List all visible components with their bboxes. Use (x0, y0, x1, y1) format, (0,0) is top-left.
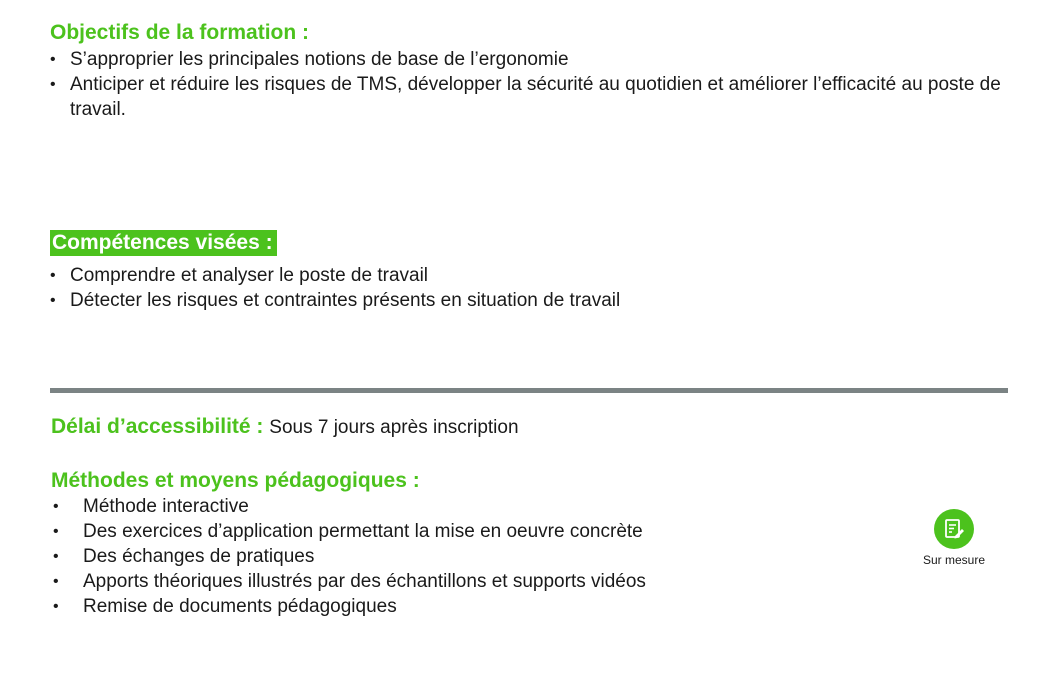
delai-label: Délai d’accessibilité : (51, 415, 264, 438)
list-item: • Des échanges de pratiques (83, 544, 883, 569)
objectifs-title: Objectifs de la formation : (50, 21, 310, 44)
delai-value: Sous 7 jours après inscription (269, 417, 519, 438)
list-item: • Apports théoriques illustrés par des échantillons et supports vidéos (83, 569, 883, 594)
section-divider (50, 388, 1008, 393)
list-item: • Comprendre et analyser le poste de travail (70, 263, 970, 288)
methodes-list (83, 494, 883, 619)
methodes-title: Méthodes et moyens pédagogiques : (51, 469, 420, 492)
objectifs-list (70, 47, 1010, 122)
list-item: • S’approprier les principales notions de base de l’ergonomie (70, 47, 1010, 72)
document-pencil-icon (934, 509, 974, 549)
list-item: • Des exercices d’application permettant la mise en oeuvre concrète (83, 519, 883, 544)
list-item: • Anticiper et réduire les risques de TMS, développer la sécurité au quotidien et améliorer l’efficacité au poste de travail. (70, 72, 1010, 122)
delai-row (51, 414, 519, 441)
list-item: • Détecter les risques et contraintes présents en situation de travail (70, 288, 970, 313)
list-item: • Méthode interactive (83, 494, 883, 519)
competences-title: Compétences visées : (50, 230, 277, 256)
sur-mesure-badge (918, 509, 990, 567)
badge-label: Sur mesure (922, 553, 986, 567)
list-item: • Remise de documents pédagogiques (83, 594, 883, 619)
competences-list (70, 263, 970, 313)
